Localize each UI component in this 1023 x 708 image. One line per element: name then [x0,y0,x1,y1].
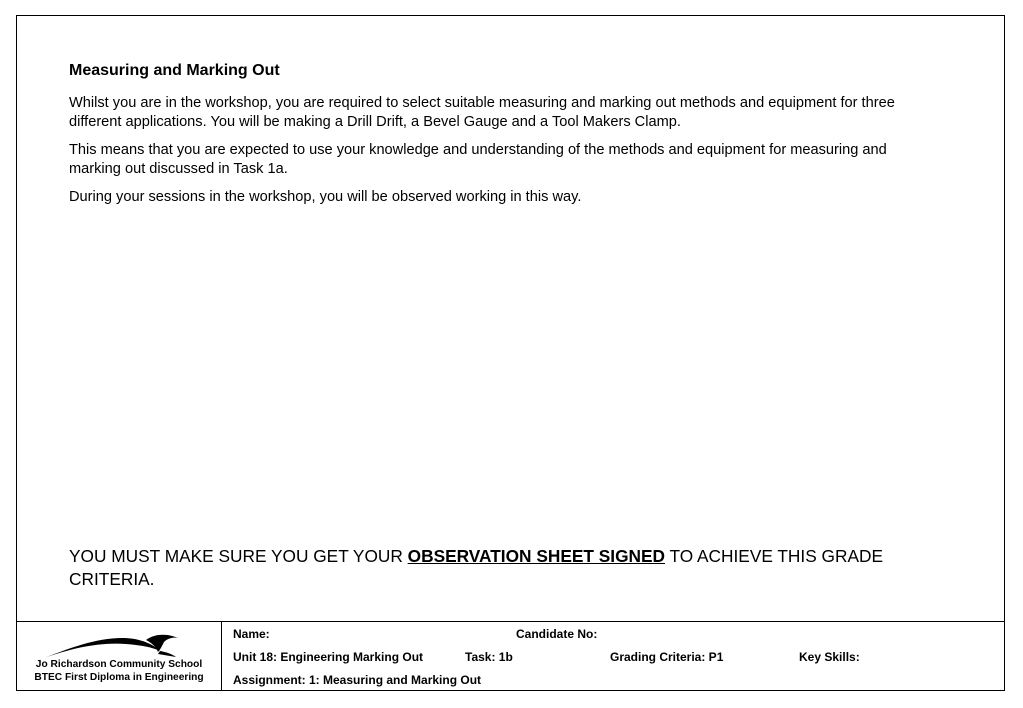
grading-criteria-label: Grading Criteria: P1 [610,650,724,664]
main-content [69,60,909,216]
signing-notice [69,545,929,591]
candidate-number-label: Candidate No: [516,627,598,641]
swooping-bird-logo-icon [42,634,182,660]
page-title: Measuring and Marking Out [69,62,280,79]
school-name: Jo Richardson Community School [35,659,203,670]
key-skills-label: Key Skills: [799,650,860,664]
task-label: Task: 1b [465,650,513,664]
course-name: BTEC First Diploma in Engineering [34,672,204,683]
school-logo-cell [16,622,222,691]
expectation-paragraph: This means that you are expected to use your knowledge and understanding of the methods and equipment for measuring and marking out discussed in Task 1a. [69,142,887,177]
name-label: Name: [233,627,270,641]
observation-paragraph: During your sessions in the workshop, you will be observed working in this way. [69,189,582,205]
intro-paragraph: Whilst you are in the workshop, you are required to select suitable measuring and marking out methods and equipment for three different applications. You will be making a Drill Drift, a Bevel Gauge and a Tool Makers Clamp. [69,95,895,130]
footer-table [16,621,1005,691]
assignment-label: Assignment: 1: Measuring and Marking Out [233,673,482,687]
notice-text-after: TO ACHIEVE THIS GRADE CRITERIA. [69,546,883,589]
unit-label: Unit 18: Engineering Marking Out [233,650,424,664]
notice-text-before: YOU MUST MAKE SURE YOU GET YOUR [69,546,408,566]
notice-emphasis: OBSERVATION SHEET SIGNED [407,546,665,566]
